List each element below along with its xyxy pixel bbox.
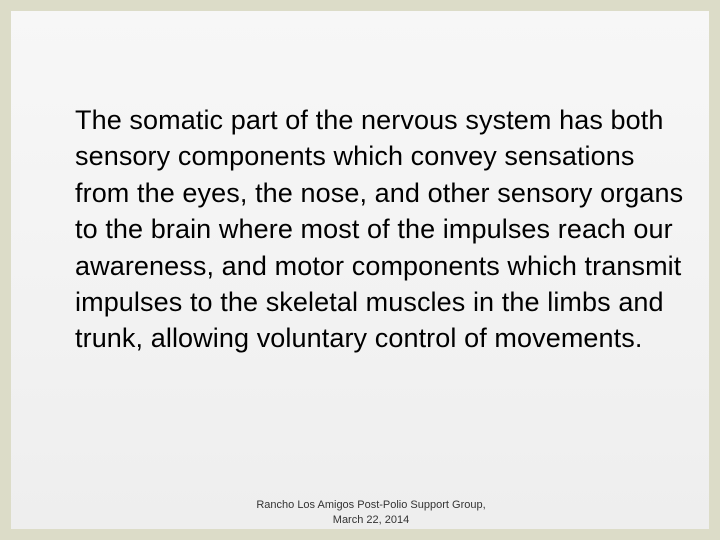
- slide-footer: Rancho Los Amigos Post-Polio Support Group, March 22, 2014: [256, 499, 486, 526]
- slide-body-text: The somatic part of the nervous system has both sensory components which convey sensations from the eyes, the nose, and other sensory organs to the brain where most of the impulses reach our awareness, and motor components which transmit impulses to the skeletal muscles in the limbs and trunk, allowing voluntary control of movements.: [75, 105, 684, 354]
- slide-page: [11, 11, 709, 529]
